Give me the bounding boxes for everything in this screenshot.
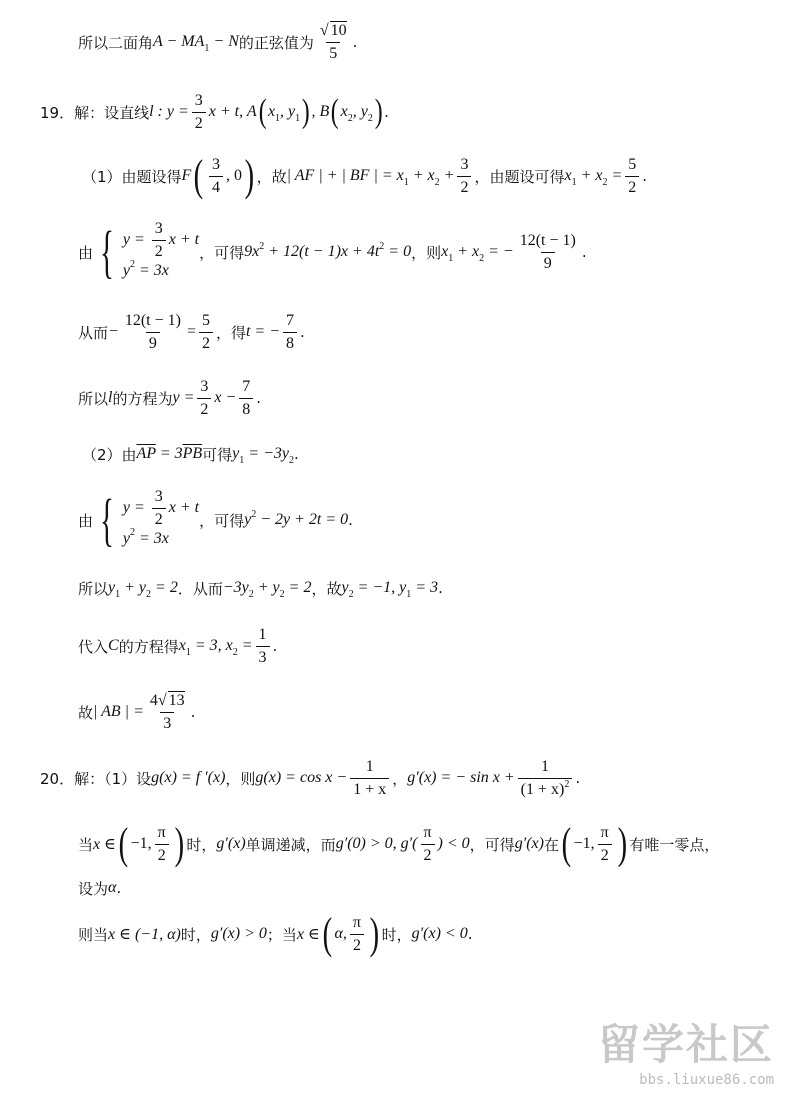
watermark-url: bbs.liuxue86.com: [639, 1072, 774, 1088]
problem-number: 19．: [40, 103, 75, 122]
part-1-system-line: 由 { y = $\frac{3}{2}$ x + t y 2 = 3x ，可得 $9x^2 + 12(t - 1)x + 4t^2 = 0$ ，则 $x_1 + x_2$ = − $\frac{12(t - 1)}{9}$ .: [78, 219, 587, 284]
equation-system: y = $\frac{3}{2}$ x + t y 2 = 3x: [122, 487, 200, 547]
problem-20-header: 20． 解：（1）设 g(x) = f ′(x) ，则 g(x) = cos x − $\frac{1}{1 + x}$ ， g′(x) = − sin x + $\frac{1}{(1 + x)^2}$ .: [40, 757, 581, 798]
fraction: $\frac{√ 10}{5}$: [319, 21, 347, 62]
part-2-system-line: 由 { y = $\frac{3}{2}$ x + t y 2 = 3x ，可得 $y^2 - 2y + 2t = 0$ .: [78, 487, 353, 552]
part-1-line-equation: 所以 l 的方程为 y = $\frac{3}{2}$ x − $\frac{7}{8}$ .: [78, 377, 262, 418]
part-20-sign: 则当 x ∈ (−1, α) 时， g′(x) > 0 ；当 x ∈ ( α, $\frac{\pi}{2}$ ) 时， g′(x) < 0 .: [78, 909, 473, 958]
part-2-solve-y: 所以 $y_1 + y_2 = 2$ ．从而 $-3y_2 + y_2 = 2$ ，故 $y_2 = -1$, $y_1 = 3$ .: [78, 579, 443, 600]
part-2-answer: 故 | AB | = $\frac{4√ 13}{3}$ .: [78, 691, 196, 732]
part-1-line-1: （1）由题设得 F ( $\frac{3}{4}$ , 0 ) ，故 | AF | + | BF | = $x_1 + x_2$ + $\frac{3}{2}$ ，由题设可得 $x_1 + x_2$ = $\frac{5}{2}$ .: [82, 151, 648, 200]
part-20-monotonic: 当 x ∈ ( −1, $\frac{\pi}{2}$ ) 时， g′(x) 单调递减，而 g′(0) > 0, g′( $\frac{\pi}{2}$ ) < 0 ，可得 g′(x) 在 ( −1, $\frac{\pi}{2}$ ) 有唯一零点，: [78, 819, 720, 868]
part-1-solve-t: 从而 − $\frac{12(t - 1)}{9}$ = $\frac{5}{2}$ ，得 t = − $\frac{7}{8}$ .: [78, 311, 305, 352]
dihedral-angle-line: 所以二面角 $A - MA_1 - N$ 的正弦值为 $\frac{√ 10}{5}$ .: [78, 21, 358, 62]
equation-system: y = $\frac{3}{2}$ x + t y 2 = 3x: [122, 219, 200, 279]
problem-19-header: 19． 解：设直线 l : y = $\frac{3}{2}$ x + t, A ( $x_1$, $y_1$ ) , B ( $x_2$, $y_2$ ) .: [40, 91, 389, 132]
part-2-line-1: （2）由 $\overline{AP} = 3\overline{PB}$ 可得 $y_1 = -3y_2$ .: [82, 445, 299, 466]
problem-number: 20．: [40, 769, 75, 788]
part-2-solve-x: 代入 C 的方程得 $x_1 = 3$, $x_2$ = $\frac{1}{3}$ .: [78, 625, 278, 666]
part-20-alpha: 设为 α .: [78, 879, 122, 898]
watermark: [598, 1012, 774, 1088]
watermark-logo: 留学社区: [597, 1020, 774, 1069]
